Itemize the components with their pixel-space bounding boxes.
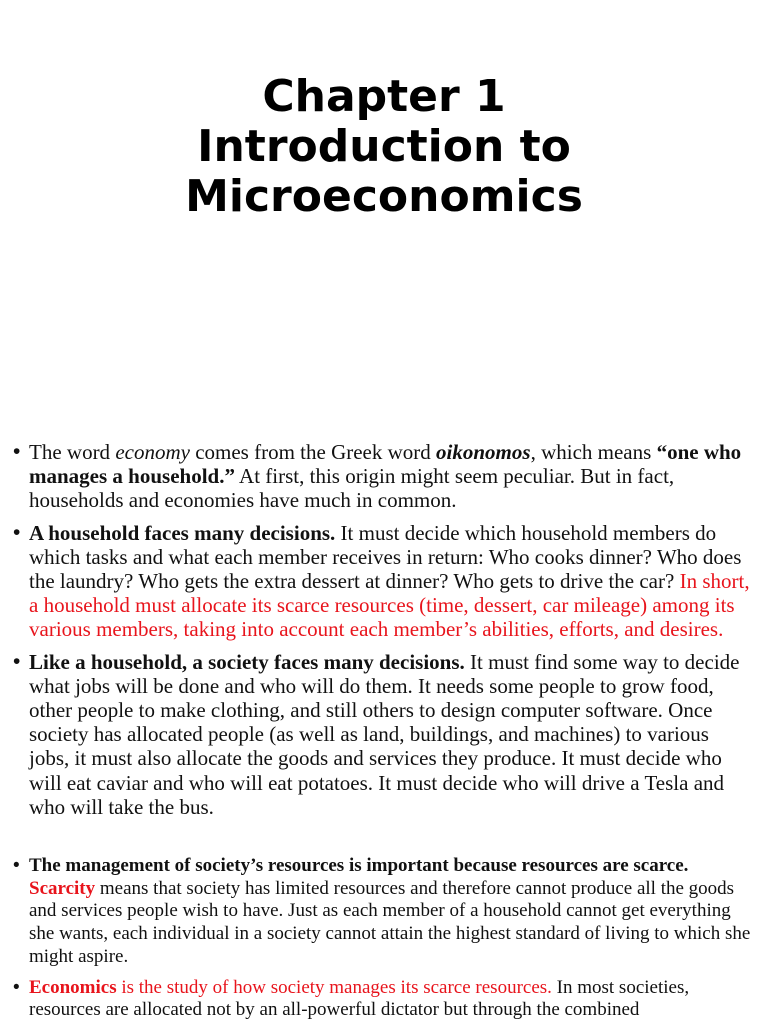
lead-sentence: Like a household, a society faces many decisions. [29,649,465,674]
highlighted-text: In short, a household must allocate its scarce resources (time, dessert, car mileage) among its various members, taking into account each member’s abilities, efforts, and desires. [29,569,750,642]
bullet-scarcity [0,855,768,969]
text-segment: means that society has limited resources and therefore cannot produce all the goods and services people wish to have. Just as each member of a household cannot get everything she wants, each individual in a society cannot attain the highest standard of living to which she might aspire. [29,877,751,967]
bullet-dot-icon: • [13,976,20,998]
text-segment: It must find some way to decide what jobs will be done and who will do them. It needs some people to grow food, other people to make clothing, and still others to design computer software. Once society has allocated people (as well as land, buildings, and machines) to various jobs, it must also allocate the goods and services they produce. It must decide who will eat caviar and who will eat potatoes. It must decide who will drive a Tesla and who will take the bus. [29,649,740,819]
title-line-subject: Microeconomics [185,171,583,222]
bullet-dot-icon: • [13,649,21,673]
bullet-list [0,440,768,1030]
bullet-dot-icon: • [13,520,21,544]
text-segment: The word [29,440,116,464]
text-segment: It must decide which household members do which tasks and what each member receives in return: Who cooks dinner? Who does the laundry? Who gets the extra dessert at dinner? Who gets to drive the car? [29,520,742,594]
text-segment: At first, this origin might seem peculiar. But in fact, households and economies have much in common. [29,464,675,513]
highlighted-text: is the study of how society manages its scarce resources. [116,976,552,998]
bullet-dot-icon: • [13,855,20,877]
bullet-household-decisions [0,521,768,642]
term-oikonomos: oikonomos [436,440,531,464]
bullet-society-decisions [0,650,768,819]
lead-sentence: The management of society’s resources is important because resources are scarce. [29,855,689,877]
term-economics: Economics [29,976,117,998]
quote-household-manager: “one who manages a household.” [29,440,742,489]
spacer [0,827,768,855]
bullet-dot-icon: • [13,440,21,463]
term-scarcity: Scarcity [29,877,96,899]
lead-sentence: A household faces many decisions. [29,520,336,545]
term-economy: economy [115,440,190,464]
title-line-intro: Introduction to [197,121,571,172]
bullet-economics-definition [0,977,768,1022]
bullet-etymology [0,440,768,513]
text-segment: , which means [530,440,657,464]
text-segment: comes from the Greek word [189,440,437,464]
text-segment: In most societies, resources are allocated not by an all-powerful dictator but through the combined [29,976,690,1021]
chapter-title [0,72,768,222]
title-line-chapter: Chapter 1 [262,71,506,122]
